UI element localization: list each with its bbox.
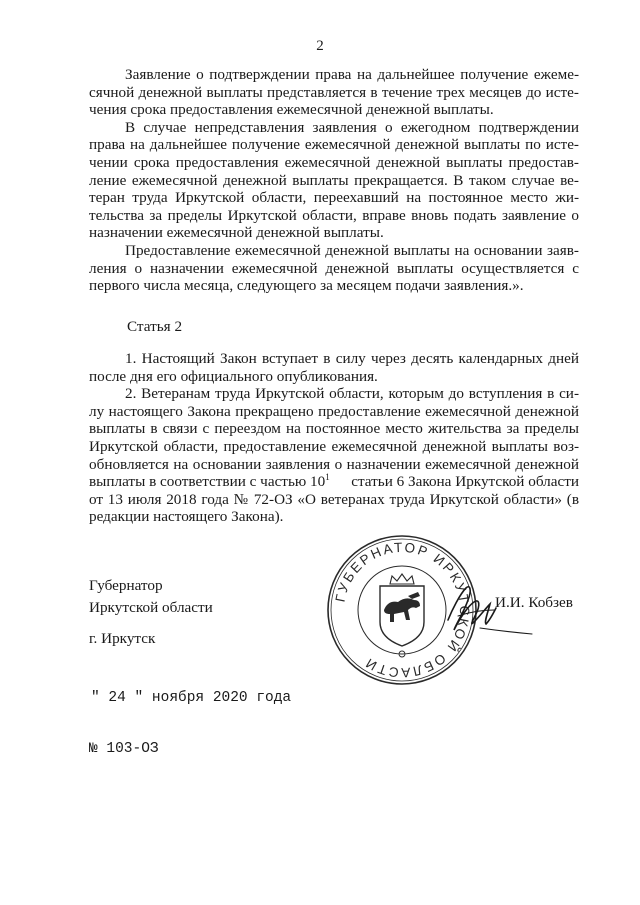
page-number: 2 xyxy=(316,38,324,54)
text-line: ления о назначении ежемесячной денежной выплаты осуществляется с xyxy=(89,259,579,277)
text-line: 2. Ветеранам труда Иркутской области, которым до вступления в си- xyxy=(125,385,579,403)
article-heading: Статья 2 xyxy=(127,318,183,335)
text-line: после дня его официального опубликования. xyxy=(89,367,378,385)
text-line: лу настоящего Закона прекращено предоставление ежемесячной денежной xyxy=(89,402,579,420)
text-line: чении срока предоставления ежемесячной денежной выплаты предостав- xyxy=(89,153,579,171)
text-line: Заявление о подтверждении права на дальнейшее получение ежеме- xyxy=(125,66,579,83)
superscript: 1 xyxy=(325,472,330,483)
text-line: сячной денежной выплаты представляется в течение трех месяцев до исте- xyxy=(89,83,579,101)
text-line: ление ежемесячной денежной выплаты прекращается. В таком случае ве- xyxy=(89,171,579,189)
text-line: права на дальнейшее получение ежемесячной денежной выплаты по истe- xyxy=(89,136,579,154)
signature-title-line: Иркутской области xyxy=(89,599,213,616)
article-text-block xyxy=(89,350,579,526)
paragraph-entry-into-force xyxy=(89,350,579,385)
seal-text: ГУБЕРНАТОР ИРКУТСКОЙ ОБЛАСТИ xyxy=(332,539,473,681)
text-line: тельства за пределы Иркутской области, вправе вновь подать заявление о xyxy=(89,206,579,224)
text-line: Предоставление ежемесячной денежной выплаты на основании заяв- xyxy=(125,241,579,259)
text-line: чения срока предоставления ежемесячной денежной выплаты. xyxy=(89,101,494,119)
paragraph-non-submission xyxy=(89,119,579,242)
paragraph-provision-start xyxy=(89,242,579,295)
text-fragment: выплаты в соответствии с частью 10 xyxy=(89,473,326,491)
signature-title-block xyxy=(89,575,213,619)
text-line: теран труда Иркутской области, переехавший на постоянное место жи- xyxy=(89,189,579,207)
paragraph-confirmation xyxy=(89,66,579,119)
signature-title-line: Губернатор xyxy=(89,577,163,594)
text-line: первого числа месяца, следующего за месяцем подачи заявления.». xyxy=(89,277,524,295)
text-line: Иркутской области, предоставление ежемесячной денежной выплаты воз- xyxy=(89,437,579,455)
text-line: 1. Настоящий Закон вступает в силу через десять календарных дней xyxy=(125,350,579,367)
text-line: выплаты в связи с переездом на постоянное место жительства за пределы xyxy=(89,420,579,438)
text-line: редакции настоящего Закона). xyxy=(89,508,284,526)
place-of-signing: г. Иркутск xyxy=(89,630,156,647)
text-line: В случае непредставления заявления о ежегодном подтверждении xyxy=(125,118,579,136)
text-line: от 13 июля 2018 года № 72-ОЗ «О ветеранах труда Иркутской области» (в xyxy=(89,490,579,508)
paragraph-veterans-resumption xyxy=(89,385,579,526)
text-fragment: статьи 6 Закона Иркутской области xyxy=(351,473,579,491)
text-line: обновляется на основании заявления о назначении ежемесячной денежной xyxy=(89,455,579,473)
text-line-with-superscript xyxy=(89,473,579,491)
law-number: № 103-ОЗ xyxy=(89,741,159,757)
date-and-number xyxy=(89,656,291,792)
amendment-text-block xyxy=(89,66,579,295)
signing-date: " 24 " ноября 2020 года xyxy=(91,690,292,706)
text-line: назначении ежемесячной денежной выплаты. xyxy=(89,224,384,242)
signer-name: И.И. Кобзев xyxy=(495,594,573,611)
